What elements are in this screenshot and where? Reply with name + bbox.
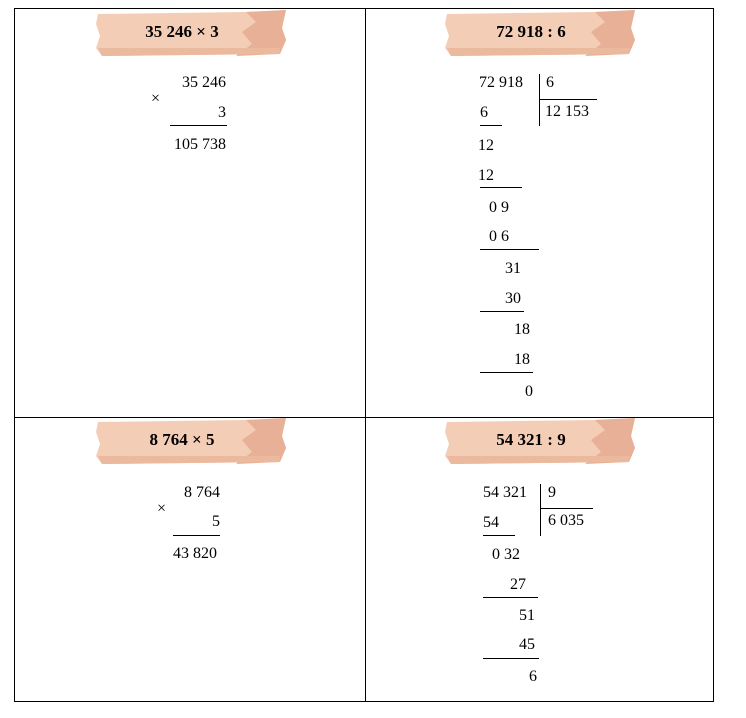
title-mul2: 8 764 × 5 bbox=[149, 430, 215, 449]
step: 18 bbox=[514, 351, 530, 368]
step: 0 32 bbox=[492, 546, 520, 563]
step-rule bbox=[480, 187, 522, 188]
title-banner-div2 bbox=[445, 418, 635, 466]
divisor: 6 bbox=[546, 74, 554, 91]
step-rule bbox=[483, 658, 539, 659]
step: 27 bbox=[510, 576, 526, 593]
division-bar bbox=[540, 484, 541, 536]
step: 12 bbox=[478, 167, 494, 184]
multiplicand: 8 764 bbox=[184, 484, 220, 501]
division-bar bbox=[539, 74, 540, 126]
title-div1: 72 918 : 6 bbox=[496, 22, 566, 41]
step: 6 bbox=[529, 668, 537, 685]
product: 43 820 bbox=[173, 545, 217, 562]
multiplier: 3 bbox=[218, 104, 226, 121]
exercise-table bbox=[14, 8, 714, 702]
step: 0 9 bbox=[489, 199, 509, 216]
step: 18 bbox=[514, 321, 530, 338]
step: 31 bbox=[505, 260, 521, 277]
step-rule bbox=[480, 125, 502, 126]
product-rule bbox=[170, 125, 227, 126]
title-mul1: 35 246 × 3 bbox=[145, 22, 219, 41]
title-banner-mul1 bbox=[96, 10, 286, 58]
step: 54 bbox=[483, 514, 499, 531]
step: 30 bbox=[505, 290, 521, 307]
step: 45 bbox=[519, 636, 535, 653]
quotient-rule bbox=[540, 508, 593, 509]
product-rule bbox=[173, 535, 220, 536]
dividend: 54 321 bbox=[483, 484, 527, 501]
step: 12 bbox=[478, 137, 494, 154]
product: 105 738 bbox=[174, 136, 226, 153]
step-rule bbox=[480, 372, 533, 373]
table-column-divider bbox=[365, 9, 366, 701]
multiply-sign: × bbox=[151, 90, 161, 107]
divisor: 9 bbox=[548, 484, 556, 501]
multiplier: 5 bbox=[212, 513, 220, 530]
step-rule bbox=[483, 597, 538, 598]
dividend: 72 918 bbox=[479, 74, 523, 91]
step: 0 6 bbox=[489, 228, 509, 245]
step-rule bbox=[480, 249, 539, 250]
step-rule bbox=[483, 535, 515, 536]
step-rule bbox=[480, 311, 524, 312]
step: 0 bbox=[525, 383, 533, 400]
title-banner-mul2 bbox=[96, 418, 286, 466]
multiply-sign: × bbox=[157, 500, 167, 517]
title-banner-div1 bbox=[445, 10, 635, 58]
title-div2: 54 321 : 9 bbox=[496, 430, 566, 449]
quotient-rule bbox=[539, 99, 597, 100]
multiplicand: 35 246 bbox=[182, 74, 226, 91]
step: 51 bbox=[519, 607, 535, 624]
step: 6 bbox=[480, 104, 488, 121]
quotient: 6 035 bbox=[548, 512, 584, 529]
quotient: 12 153 bbox=[545, 103, 589, 120]
